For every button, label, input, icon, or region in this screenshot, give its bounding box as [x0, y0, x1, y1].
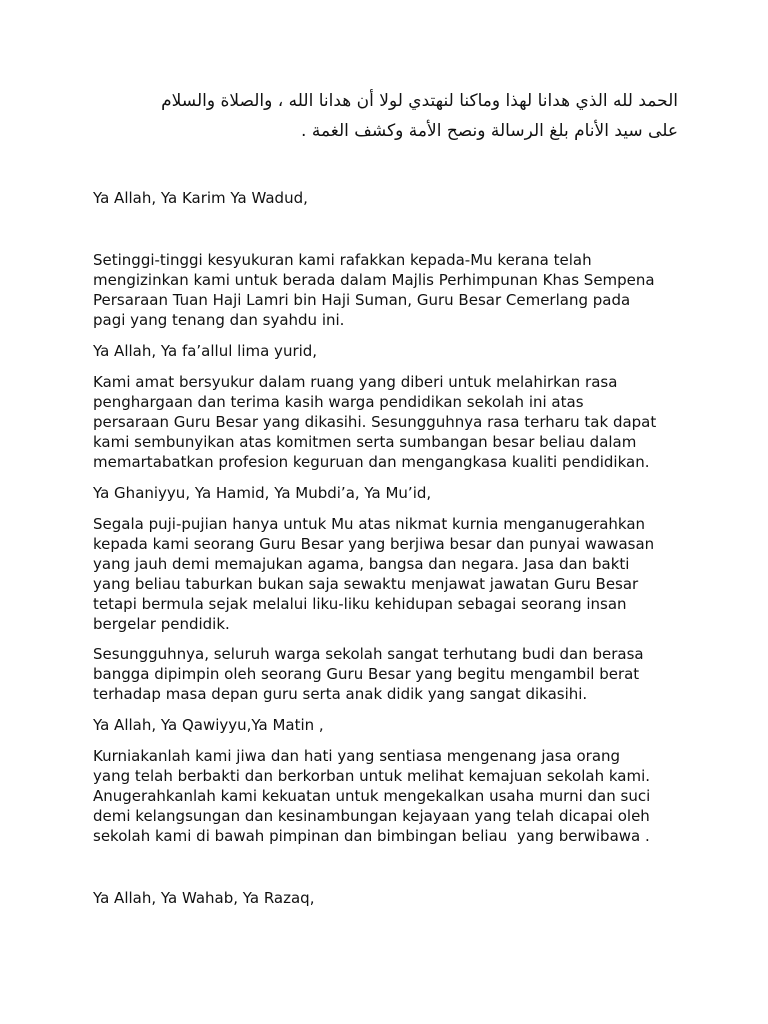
text-line: mengizinkan kami untuk berada dalam Majlis Perhimpunan Khas Sempena: [93, 271, 655, 289]
paragraph-praise: [93, 514, 693, 634]
text-line: persaraan Guru Besar yang dikasihi. Sesungguhnya rasa terharu tak dapat: [93, 413, 657, 431]
text-line: yang jauh demi memajukan agama, bangsa dan negara. Jasa dan bakti: [93, 555, 630, 573]
text-line: Ya Allah, Ya Qawiyyu,Ya Matin ,: [93, 716, 324, 734]
salutation-karim-wadud: [93, 188, 693, 208]
text-line: yang beliau taburkan bukan saja sewaktu menjawat jawatan Guru Besar: [93, 575, 639, 593]
text-line: Anugerahkanlah kami kekuatan untuk mengekalkan usaha murni dan suci: [93, 787, 651, 805]
text-line: penghargaan dan terima kasih warga pendidikan sekolah ini atas: [93, 393, 584, 411]
salutation-faallul: [93, 341, 693, 361]
arabic-opening-line-2: على سيد الأنام بلغ الرسالة ونصح الأمة وكشف الغمة .: [301, 121, 678, 141]
text-line: kami sembunyikan atas komitmen serta sumbangan besar beliau dalam: [93, 433, 637, 451]
text-line: pagi yang tenang dan syahdu ini.: [93, 311, 345, 329]
paragraph-appreciation: [93, 372, 693, 472]
salutation-qawiyyu: [93, 715, 693, 735]
text-line: Setinggi-tinggi kesyukuran kami rafakkan kepada-Mu kerana telah: [93, 251, 592, 269]
text-line: Sesungguhnya, seluruh warga sekolah sangat terhutang budi dan berasa: [93, 645, 644, 663]
text-line: Ya Allah, Ya Wahab, Ya Razaq,: [93, 889, 315, 907]
text-line: demi kelangsungan dan kesinambungan kejayaan yang telah dicapai oleh: [93, 807, 650, 825]
salutation-wahab-razaq: [93, 888, 693, 908]
text-line: yang telah berbakti dan berkorban untuk melihat kemajuan sekolah kami.: [93, 767, 651, 785]
text-line: tetapi bermula sejak melalui liku-liku kehidupan sebagai seorang insan: [93, 595, 627, 613]
text-line: kepada kami seorang Guru Besar yang berjiwa besar dan punyai wawasan: [93, 535, 655, 553]
text-line: Kami amat bersyukur dalam ruang yang diberi untuk melahirkan rasa: [93, 373, 618, 391]
text-line: Ya Allah, Ya Karim Ya Wadud,: [93, 189, 308, 207]
paragraph-supplication: [93, 746, 693, 846]
text-line: bergelar pendidik.: [93, 615, 230, 633]
text-line: Persaraan Tuan Haji Lamri bin Haji Suman, Guru Besar Cemerlang pada: [93, 291, 631, 309]
paragraph-gratitude-warga: [93, 644, 693, 704]
text-line: memartabatkan profesion keguruan dan mengangkasa kualiti pendidikan.: [93, 453, 650, 471]
paragraph-gratitude: [93, 250, 693, 330]
text-line: Kurniakanlah kami jiwa dan hati yang sentiasa mengenang jasa orang: [93, 747, 621, 765]
text-line: bangga dipimpin oleh seorang Guru Besar yang begitu mengambil berat: [93, 665, 640, 683]
arabic-opening-line-1: الحمد لله الذي هدانا لهذا وماكنا لنهتدي لولا أن هدانا الله ، والصلاة والسلام: [161, 91, 678, 111]
text-line: Segala puji-pujian hanya untuk Mu atas nikmat kurnia menganugerahkan: [93, 515, 646, 533]
text-line: Ya Allah, Ya fa’allul lima yurid,: [93, 342, 318, 360]
text-line: Ya Ghaniyyu, Ya Hamid, Ya Mubdi’a, Ya Mu’id,: [93, 484, 432, 502]
text-line: terhadap masa depan guru serta anak didik yang sangat dikasihi.: [93, 685, 588, 703]
salutation-ghaniyyu: [93, 483, 693, 503]
text-line: sekolah kami di bawah pimpinan dan bimbingan beliau yang berwibawa .: [93, 827, 650, 845]
